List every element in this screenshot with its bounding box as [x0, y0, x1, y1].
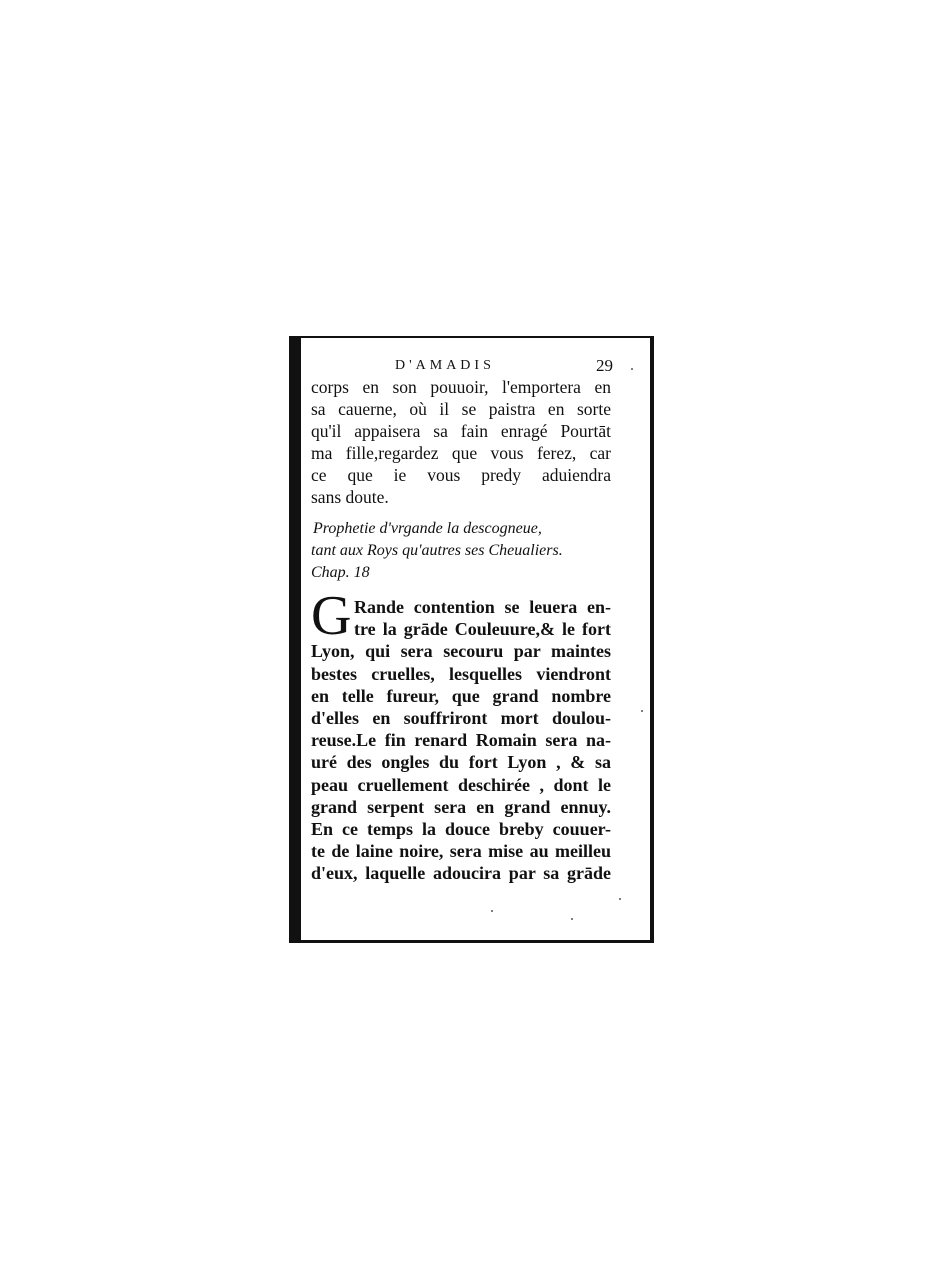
text-line: te de laine noire, sera mise au meilleu: [311, 841, 611, 862]
drop-cap-initial: G: [311, 585, 352, 647]
text-line: ce que ie vous predy aduiendra: [311, 465, 611, 485]
text-line: bestes cruelles, lesquelles viendront: [311, 663, 611, 684]
page-number: 29: [596, 356, 613, 375]
text-line: uré des ongles du fort Lyon , & sa: [311, 752, 611, 773]
scan-speck: [619, 898, 621, 900]
chapter-heading: [311, 518, 611, 584]
text-line: Rande contention se leuera en-: [354, 597, 611, 617]
text-line: peau cruellement deschirée , dont le: [311, 774, 611, 795]
scan-speck: [631, 368, 633, 370]
chapter-paragraph: [311, 585, 611, 885]
text-line: ma fille,regardez que vous ferez, car: [311, 443, 611, 463]
continued-paragraph: [311, 376, 611, 508]
text-line: grand serpent sera en grand ennuy.: [311, 796, 611, 817]
scan-speck: [641, 710, 643, 712]
text-line: sans doute.: [311, 487, 389, 507]
text-line: d'elles en souffriront mort doulou-: [311, 708, 611, 729]
heading-line: tant aux Roys qu'autres ses Cheualiers.: [311, 542, 563, 559]
text-line: en telle fureur, que grand nombre: [311, 685, 611, 706]
text-line: tre la grāde Couleuure,& le fort: [354, 619, 611, 640]
heading-line: Prophetie d'vrgande la descogneue,: [313, 520, 542, 537]
text-line: sa cauerne, où il se paistra en sorte: [311, 399, 611, 419]
text-line: d'eux, laquelle adoucira par sa grāde: [311, 863, 611, 884]
text-line: corps en son pouuoir, l'emportera en: [311, 377, 611, 397]
chapter-number: Chap. 18: [311, 564, 370, 581]
text-line: reuse.Le fin renard Romain sera na-: [311, 730, 611, 751]
running-head: [311, 356, 611, 376]
text-line: En ce temps la douce breby couuer-: [311, 819, 611, 840]
running-title: D'AMADIS: [395, 358, 495, 373]
text-line: qu'il appaisera sa fain enragé Pourtāt: [311, 421, 611, 441]
text-line: Lyon, qui sera secouru par maintes: [311, 641, 611, 662]
page-content: [311, 356, 611, 885]
scan-speck: [571, 918, 573, 920]
scan-speck: [491, 910, 493, 912]
book-page: [289, 336, 654, 943]
